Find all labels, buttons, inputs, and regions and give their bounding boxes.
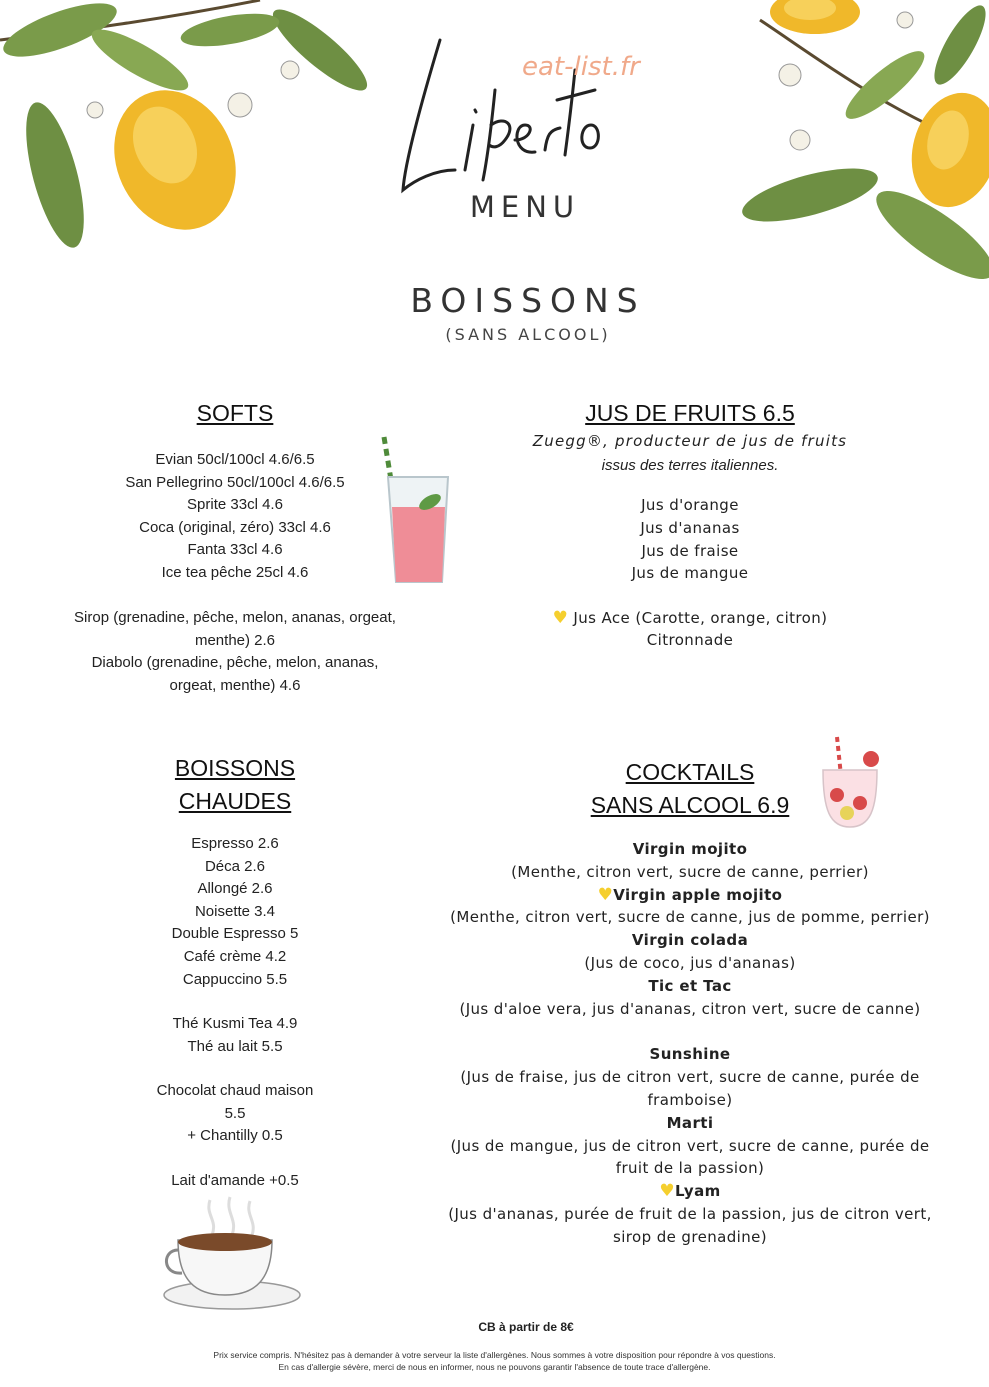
cocktail-name-row: ♥Virgin apple mojito	[597, 884, 783, 905]
list-item: orgeat, menthe) 4.6	[169, 676, 301, 694]
cb-note: CB à partir de 8€	[478, 1320, 574, 1334]
heart-icon: ♥	[552, 608, 569, 628]
cocktail-name: Virgin colada	[631, 931, 749, 950]
lemon-branch-left-illustration	[0, 0, 390, 270]
list-item: Jus de fraise	[641, 541, 739, 560]
cocktail-desc: (Jus d'aloe vera, jus d'ananas, citron vert, sucre de canne)	[459, 999, 921, 1018]
pink-drink-illustration	[378, 432, 458, 592]
jus-list	[540, 494, 840, 585]
footer-note-1: Prix service compris. N'hésitez pas à demander à votre serveur la liste d'allergènes. Nous sommes à votre disposition pour répondre à vos questions.	[213, 1350, 776, 1360]
citronnade: Citronnade	[646, 631, 734, 649]
list-item: Jus d'ananas	[640, 518, 740, 537]
cocktail-desc: (Jus d'ananas, purée de fruit de la passion, jus de citron vert,	[448, 1204, 932, 1223]
list-item: Thé au lait 5.5	[187, 1037, 283, 1055]
cocktail-list	[440, 838, 940, 1249]
cocktail-desc: sirop de grenadine)	[613, 1227, 767, 1246]
strawberry-cocktail-illustration	[815, 735, 885, 830]
list-item: Déca 2.6	[204, 857, 266, 875]
chocolat: Chocolat chaud maison 5.5 + Chantilly 0.5	[156, 1082, 314, 1145]
chaudes-heading: BOISSONS CHAUDES	[174, 755, 296, 814]
list-item: Diabolo (grenadine, pêche, melon, ananas,	[91, 654, 379, 672]
list-item: Café crème 4.2	[183, 947, 287, 965]
heart-icon: ♥	[659, 1181, 675, 1202]
menu-word: MENU	[469, 190, 581, 224]
lait-amande: Lait d'amande +0.5	[171, 1172, 299, 1189]
list-item: Double Espresso 5	[171, 925, 299, 943]
cocktail-desc: (Jus de coco, jus d'ananas)	[584, 953, 796, 972]
cocktails-heading: COCKTAILS SANS ALCOOL 6.9	[590, 759, 790, 818]
cocktail-name: Virgin mojito	[632, 840, 748, 858]
list-item: Coca (original, zéro) 33cl 4.6	[139, 518, 331, 536]
softs-list	[60, 449, 410, 585]
softs-heading: SOFTS	[196, 400, 274, 426]
cocktail-desc: (Jus de mangue, jus de citron vert, sucre de canne, purée de	[450, 1136, 930, 1155]
heart-icon: ♥	[597, 884, 614, 905]
list-item: Fanta 33cl 4.6	[187, 541, 283, 559]
list-item: Cappuccino 5.5	[182, 970, 288, 988]
cocktail-desc: framboise)	[647, 1090, 733, 1109]
tea-list	[85, 1013, 385, 1058]
list-item: Sirop (grenadine, pêche, melon, ananas, orgeat,	[74, 609, 396, 626]
jus-intro-line2: issus des terres italiennes.	[601, 457, 779, 474]
page-title: BOISSONS	[410, 281, 646, 320]
watermark: eat-list.fr	[522, 52, 640, 82]
cocktail-desc: (Menthe, citron vert, sucre de canne, perrier)	[511, 862, 869, 881]
list-item: menthe) 2.6	[194, 631, 276, 649]
page-subtitle: (SANS ALCOOL)	[445, 325, 611, 344]
cocktail-name-row: ♥Lyam	[659, 1181, 721, 1202]
list-item: Ice tea pêche 25cl 4.6	[161, 563, 309, 581]
footer-note-2: En cas d'allergie sévère, merci de nous en informer, nous ne pouvons garantir l'absence de toute trace d'allergène.	[278, 1362, 711, 1372]
list-item: Sprite 33cl 4.6	[187, 496, 283, 514]
list-item: Jus de mangue	[631, 564, 749, 583]
cocktail-desc: (Jus de fraise, jus de citron vert, sucre de canne, purée de	[460, 1068, 920, 1087]
sirop-diabolo	[60, 607, 410, 697]
lemon-branch-right-illustration	[720, 0, 989, 290]
list-item: San Pellegrino 50cl/100cl 4.6/6.5	[125, 473, 345, 491]
list-item: Thé Kusmi Tea 4.9	[172, 1015, 298, 1032]
coffee-cup-illustration	[160, 1195, 305, 1315]
list-item: Allongé 2.6	[197, 880, 273, 898]
jus-heading: JUS DE FRUITS 6.5	[585, 400, 795, 426]
cocktail-desc: (Menthe, citron vert, sucre de canne, jus de pomme, perrier)	[450, 908, 930, 927]
list-item: Jus d'orange	[641, 496, 739, 514]
cocktail-name: Sunshine	[649, 1045, 731, 1064]
cocktail-name: Tic et Tac	[648, 976, 732, 995]
cocktail-name: Marti	[666, 1113, 714, 1132]
list-item: Espresso 2.6	[191, 835, 279, 852]
list-item: Noisette 3.4	[194, 902, 276, 920]
cocktail-desc: fruit de la passion)	[615, 1159, 765, 1178]
list-item: Evian 50cl/100cl 4.6/6.5	[155, 451, 315, 468]
coffee-list	[85, 833, 385, 991]
jus-intro-line1: Zuegg®, producteur de jus de fruits	[532, 432, 848, 450]
jus-ace: ♥ Jus Ace (Carotte, orange, citron)	[552, 608, 828, 628]
